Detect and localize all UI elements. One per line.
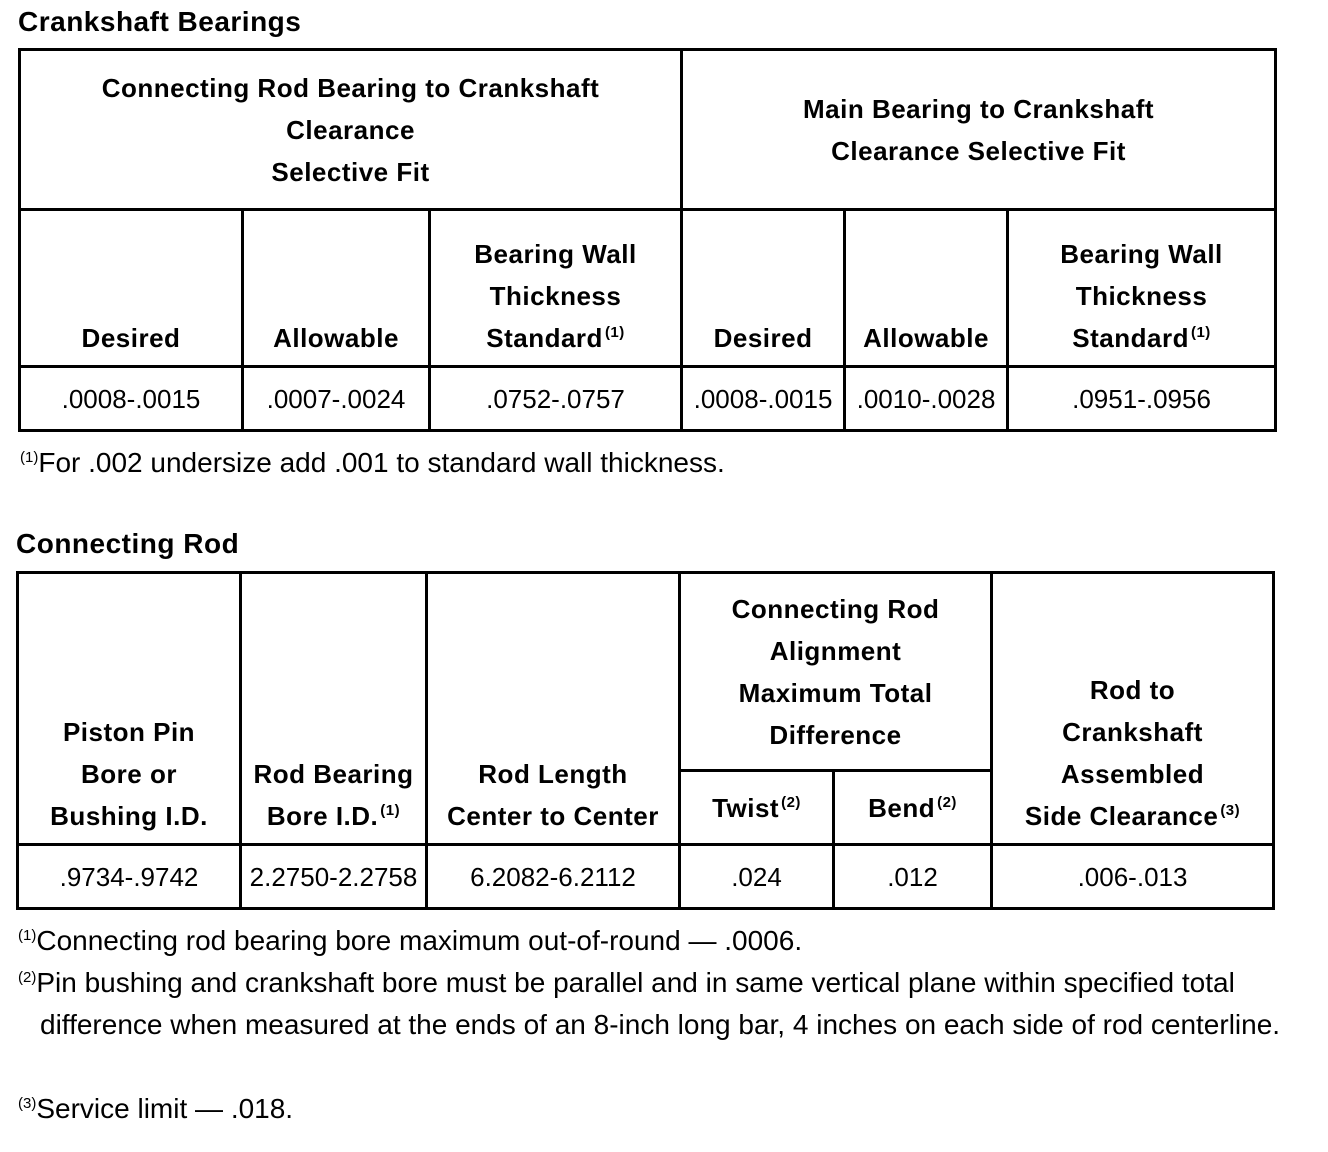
connecting-rod-footnote-3: $^{(3)}$Service limit — .018. bbox=[18, 1093, 294, 1124]
header-rod-bearing-bore: Rod Bearing Bore I.D. $^{(1)}$ bbox=[241, 573, 427, 845]
footnote-ref-2: (2) bbox=[781, 793, 801, 811]
value-rod-desired: .0008-.0015 bbox=[20, 367, 243, 431]
header-main-allowable: Allowable bbox=[845, 210, 1008, 367]
value-rod-wall-thickness: .0752-.0757 bbox=[430, 367, 682, 431]
value-main-allowable: .0010-.0028 bbox=[845, 367, 1008, 431]
header-piston-pin-bore: Piston Pin Bore or Bushing I.D. bbox=[18, 573, 241, 845]
connecting-rod-section-title: Connecting Rod bbox=[16, 528, 240, 559]
header-main-wall-thickness: Bearing Wall Thickness Standard $^{(1)}$ bbox=[1008, 210, 1276, 367]
header-bend: Bend $^{(2)}$ bbox=[834, 771, 992, 845]
footnote-ref-1: (1) bbox=[604, 324, 625, 341]
header-rod-length: Rod Length Center to Center bbox=[427, 573, 680, 845]
header-rod-allowable: Allowable bbox=[243, 210, 430, 367]
header-rod-alignment: Connecting Rod Alignment Maximum Total Difference bbox=[680, 573, 992, 771]
crankshaft-section-title: Crankshaft Bearings bbox=[18, 6, 302, 37]
connecting-rod-table bbox=[16, 571, 1275, 910]
connecting-rod-footnote-1: $^{(1)}$Connecting rod bearing bore maximum out-of-round — .0006. bbox=[18, 925, 803, 956]
header-main-bearing-clearance: Main Bearing to Crankshaft Clearance Selective Fit bbox=[682, 50, 1276, 210]
header-connecting-rod-bearing-clearance: Connecting Rod Bearing to Crankshaft Clearance Selective Fit bbox=[20, 50, 682, 210]
header-rod-desired: Desired bbox=[20, 210, 243, 367]
crankshaft-footnote-1: $^{(1)}$For .002 undersize add .001 to standard wall thickness. bbox=[20, 447, 725, 478]
header-rod-wall-thickness: Bearing Wall Thickness Standard $^{(1)}$ bbox=[430, 210, 682, 367]
footnote-ref-1: (1) bbox=[1190, 324, 1211, 341]
value-main-desired: .0008-.0015 bbox=[682, 367, 845, 431]
value-rod-allowable: .0007-.0024 bbox=[243, 367, 430, 431]
footnote-ref-1: (1) bbox=[380, 802, 401, 819]
value-bend: .012 bbox=[834, 845, 992, 909]
header-main-desired: Desired bbox=[682, 210, 845, 367]
header-side-clearance: Rod to Crankshaft Assembled Side Clearance $^{(3)}$ bbox=[992, 573, 1274, 845]
value-rod-bearing-bore: 2.2750-2.2758 bbox=[241, 845, 427, 909]
connecting-rod-footnote-2: $^{(2)}$Pin bushing and crankshaft bore must be parallel and in same vertical plane within specified total difference when measured at the ends of an 8-inch long bar, 4 inches on each side of rod centerline. bbox=[18, 967, 1281, 1040]
value-side-clearance: .006-.013 bbox=[992, 845, 1274, 909]
footnote-ref-2: (2) bbox=[937, 793, 957, 811]
value-piston-pin-bore: .9734-.9742 bbox=[18, 845, 241, 909]
crankshaft-bearings-table bbox=[18, 48, 1277, 432]
value-twist: .024 bbox=[680, 845, 834, 909]
value-main-wall-thickness: .0951-.0956 bbox=[1008, 367, 1276, 431]
value-rod-length: 6.2082-6.2112 bbox=[427, 845, 680, 909]
header-twist: Twist $^{(2)}$ bbox=[680, 771, 834, 845]
footnote-ref-3: (3) bbox=[1220, 802, 1241, 819]
